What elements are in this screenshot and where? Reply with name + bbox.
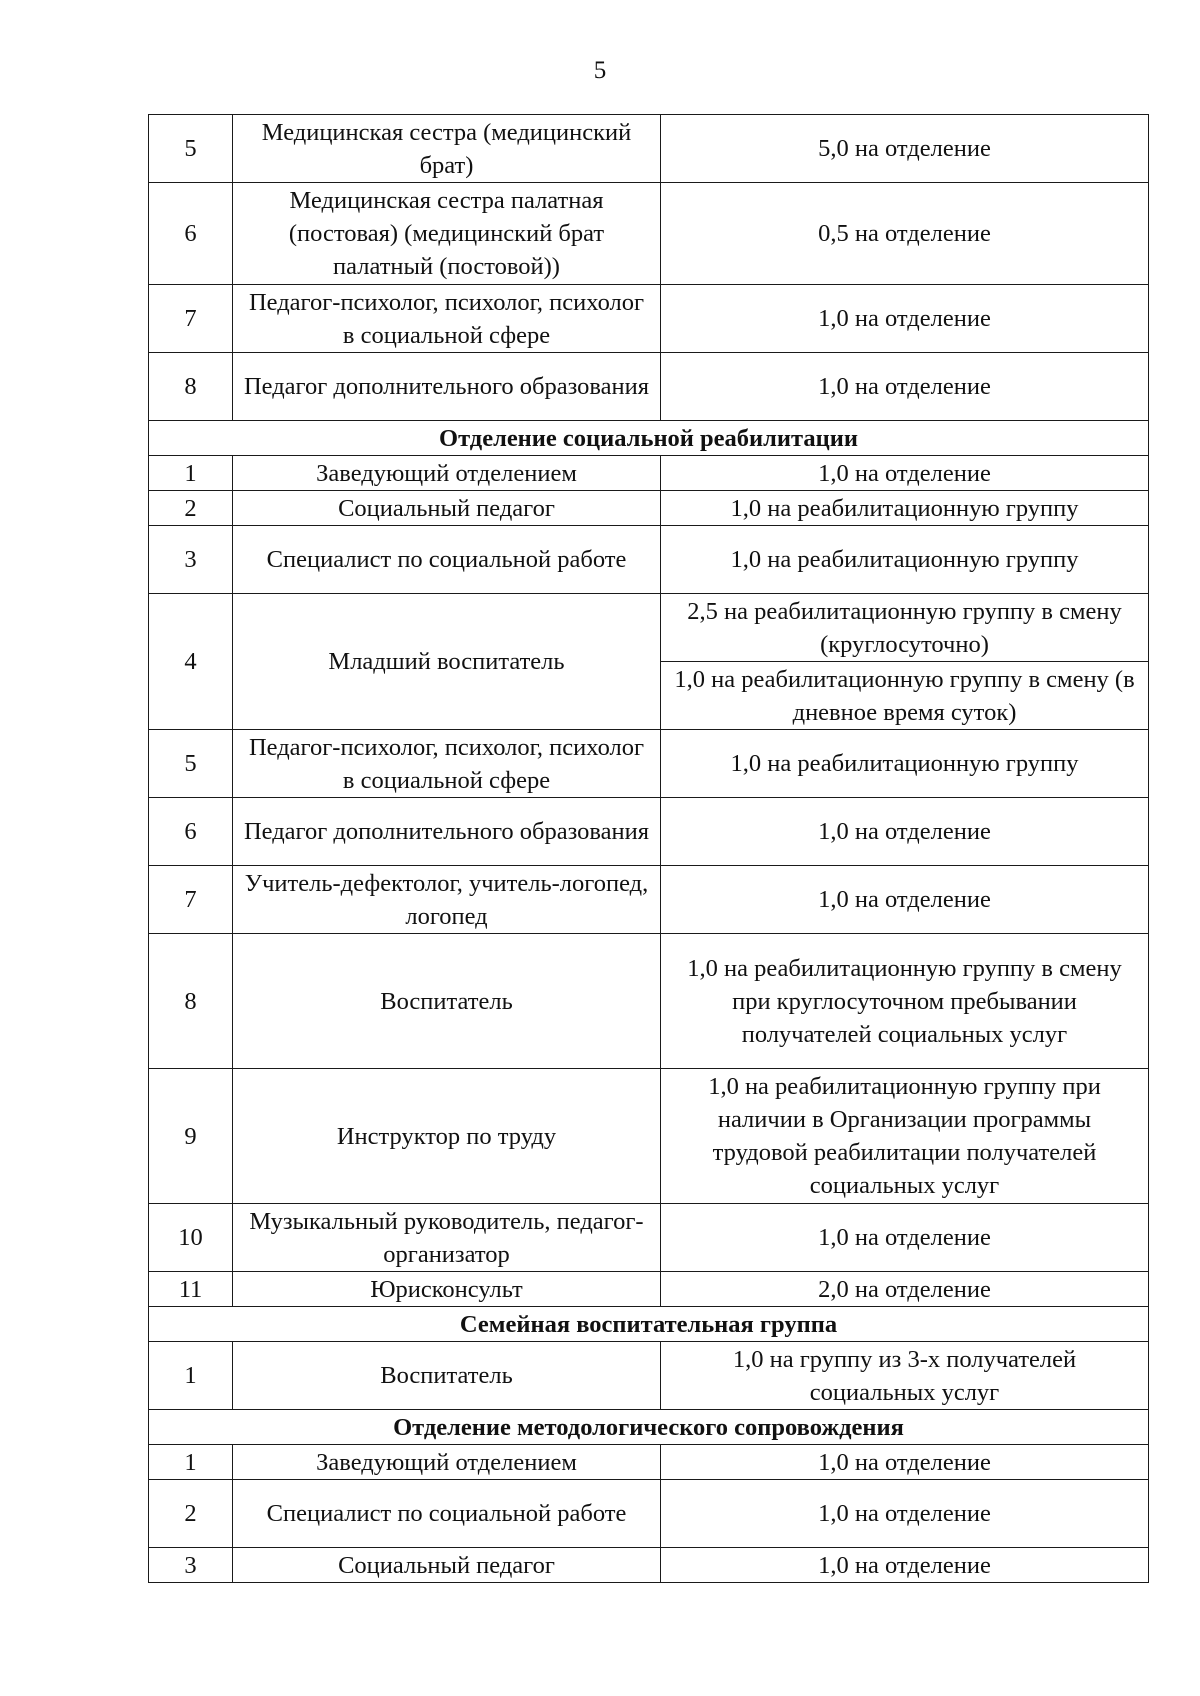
row-number: 10	[149, 1204, 233, 1272]
position-name: Музыкальный руководитель, педагог-организатор	[233, 1204, 661, 1272]
table-row	[149, 1548, 1149, 1583]
staffing-norm: 1,0 на отделение	[661, 1204, 1149, 1272]
row-number: 1	[149, 1445, 233, 1480]
table-row	[149, 1342, 1149, 1410]
table-row	[149, 115, 1149, 183]
position-name: Учитель-дефектолог, учитель-логопед, логопед	[233, 866, 661, 934]
position-name: Специалист по социальной работе	[233, 1480, 661, 1548]
table-row	[149, 183, 1149, 285]
staffing-norm: 5,0 на отделение	[661, 115, 1149, 183]
section-header-row	[149, 421, 1149, 456]
row-number: 1	[149, 456, 233, 491]
staffing-norm: 1,0 на реабилитационную группу	[661, 526, 1149, 594]
table-row	[149, 456, 1149, 491]
table-row	[149, 1445, 1149, 1480]
table-row	[149, 491, 1149, 526]
table-row	[149, 1480, 1149, 1548]
table-row	[149, 798, 1149, 866]
row-number: 9	[149, 1069, 233, 1204]
position-name: Педагог дополнительного образования	[233, 353, 661, 421]
row-number: 5	[149, 730, 233, 798]
staffing-norm: 1,0 на реабилитационную группу при наличии в Организации программы трудовой реабилитации получателей социальных услуг	[661, 1069, 1149, 1204]
row-number: 1	[149, 1342, 233, 1410]
position-name: Педагог-психолог, психолог, психолог в социальной сфере	[233, 730, 661, 798]
staffing-norm: 1,0 на отделение	[661, 798, 1149, 866]
staffing-norm: 1,0 на отделение	[661, 285, 1149, 353]
staffing-norm: 1,0 на реабилитационную группу	[661, 730, 1149, 798]
row-number: 3	[149, 526, 233, 594]
position-name: Младший воспитатель	[233, 594, 661, 730]
position-name: Педагог-психолог, психолог, психолог в социальной сфере	[233, 285, 661, 353]
position-name: Социальный педагог	[233, 491, 661, 526]
section-title: Отделение социальной реабилитации	[149, 421, 1149, 456]
row-number: 7	[149, 866, 233, 934]
staffing-norm: 1,0 на реабилитационную группу	[661, 491, 1149, 526]
table-row	[149, 1204, 1149, 1272]
position-name: Воспитатель	[233, 1342, 661, 1410]
row-number: 8	[149, 934, 233, 1069]
row-number: 2	[149, 491, 233, 526]
table-row	[149, 526, 1149, 594]
row-number: 6	[149, 183, 233, 285]
row-number: 6	[149, 798, 233, 866]
row-number: 7	[149, 285, 233, 353]
table-row	[149, 1272, 1149, 1307]
section-title: Отделение методологического сопровождения	[149, 1410, 1149, 1445]
staffing-norm: 1,0 на отделение	[661, 1548, 1149, 1583]
position-name: Медицинская сестра (медицинский брат)	[233, 115, 661, 183]
position-name: Социальный педагог	[233, 1548, 661, 1583]
table-row	[149, 730, 1149, 798]
position-name: Медицинская сестра палатная (постовая) (медицинский брат палатный (постовой))	[233, 183, 661, 285]
page-number: 5	[593, 57, 607, 84]
staffing-norm: 1,0 на отделение	[661, 1480, 1149, 1548]
row-number: 5	[149, 115, 233, 183]
position-name: Педагог дополнительного образования	[233, 798, 661, 866]
table-row	[149, 934, 1149, 1069]
section-title: Семейная воспитательная группа	[149, 1307, 1149, 1342]
staffing-norm: 1,0 на отделение	[661, 1445, 1149, 1480]
staffing-norm: 1,0 на отделение	[661, 353, 1149, 421]
row-number: 8	[149, 353, 233, 421]
staffing-norm: 2,5 на реабилитационную группу в смену (круглосуточно)	[661, 594, 1149, 662]
staffing-norms-table	[148, 114, 1149, 1583]
table-row	[149, 285, 1149, 353]
position-name: Инструктор по труду	[233, 1069, 661, 1204]
table-row	[149, 353, 1149, 421]
position-name: Юрисконсульт	[233, 1272, 661, 1307]
section-header-row	[149, 1410, 1149, 1445]
row-number: 3	[149, 1548, 233, 1583]
table-row	[149, 1069, 1149, 1204]
staffing-norm: 1,0 на реабилитационную группу в смену (в дневное время суток)	[661, 662, 1149, 730]
staffing-norm: 2,0 на отделение	[661, 1272, 1149, 1307]
position-name: Заведующий отделением	[233, 456, 661, 491]
staffing-norm: 1,0 на отделение	[661, 866, 1149, 934]
table-row	[149, 866, 1149, 934]
table-body	[149, 115, 1149, 1583]
position-name: Специалист по социальной работе	[233, 526, 661, 594]
section-header-row	[149, 1307, 1149, 1342]
position-name: Заведующий отделением	[233, 1445, 661, 1480]
row-number: 2	[149, 1480, 233, 1548]
row-number: 11	[149, 1272, 233, 1307]
staffing-norm: 0,5 на отделение	[661, 183, 1149, 285]
staffing-norm: 1,0 на группу из 3-х получателей социальных услуг	[661, 1342, 1149, 1410]
position-name: Воспитатель	[233, 934, 661, 1069]
staffing-norm: 1,0 на реабилитационную группу в смену при круглосуточном пребывании получателей социальных услуг	[661, 934, 1149, 1069]
row-number: 4	[149, 594, 233, 730]
table-row	[149, 594, 1149, 662]
staffing-norm: 1,0 на отделение	[661, 456, 1149, 491]
